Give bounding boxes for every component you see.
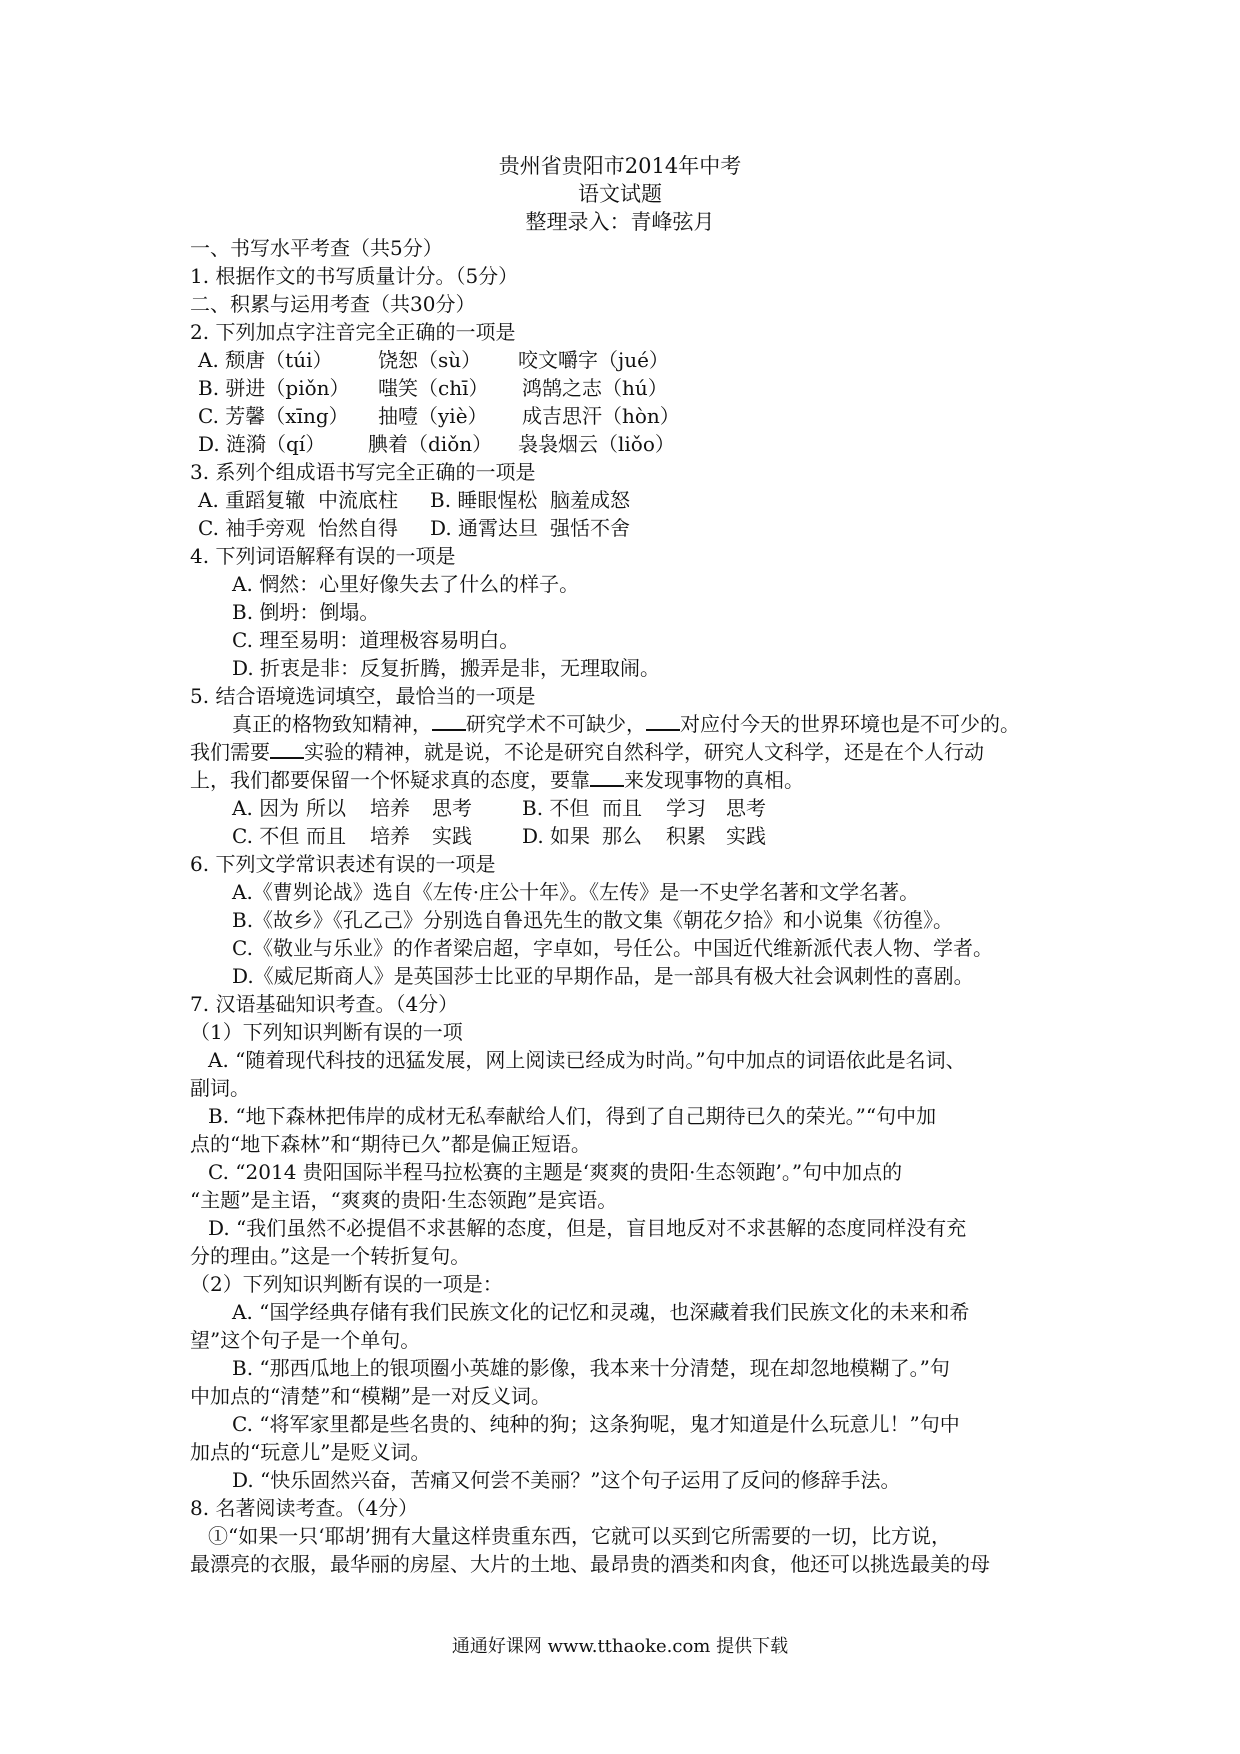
question-5-passage-line-3 <box>190 766 804 794</box>
option-text: 培养 <box>370 824 410 848</box>
question-2-option-b <box>198 374 668 402</box>
question-7-2-option-b: B. “那西瓜地上的银项圈小英雄的影像，我本来十分清楚，现在却忽地模糊了。”句 <box>232 1356 950 1380</box>
option-text: 积累 <box>666 824 706 848</box>
question-4-option-d: D. 折衷是非：反复折腾，搬弄是非，无理取闹。 <box>232 656 661 680</box>
option-text: 饶恕（sù） <box>378 348 482 372</box>
option-text: A. 因为 <box>232 796 300 820</box>
question-7-2-option-d: D. “快乐固然兴奋，苦痛又何尝不美丽？”这个句子运用了反问的修辞手法。 <box>232 1468 901 1492</box>
question-4-option-b: B. 倒坍：倒塌。 <box>232 600 380 624</box>
option-text: B. 睡眼惺松 <box>430 488 538 512</box>
option-text: 实践 <box>432 824 472 848</box>
question-2-option-d <box>198 430 675 458</box>
option-text: D. 如果 <box>522 824 591 848</box>
option-text: C. 袖手旁观 <box>198 516 306 540</box>
question-6: 6. 下列文学常识表述有误的一项是 <box>190 852 496 876</box>
option-text: C. 不但 <box>232 824 300 848</box>
option-text: 实践 <box>726 824 766 848</box>
fill-blank <box>590 767 624 787</box>
option-text: 怡然自得 <box>318 516 398 540</box>
option-text: 咬文嚼字（jué） <box>518 348 669 372</box>
option-text: 所以 <box>306 796 346 820</box>
option-text: 而且 <box>602 796 642 820</box>
option-text: 腆着（diǒn） <box>368 432 493 456</box>
question-7-2-option-c: C. “将军家里都是些名贵的、纯种的狗；这条狗呢，鬼才知道是什么玩意儿！”句中 <box>232 1412 960 1436</box>
passage-text: 实验的精神，就是说，不论是研究自然科学，研究人文科学，还是在个人行动 <box>304 740 984 764</box>
question-6-option-d: D.《威尼斯商人》是英国莎士比亚的早期作品，是一部具有极大社会讽刺性的喜剧。 <box>232 964 974 988</box>
option-text: D. 涟漪（qí） <box>198 432 326 456</box>
passage-text: 研究学术不可缺少， <box>466 712 646 736</box>
question-8: 8. 名著阅读考查。（4分） <box>190 1496 419 1520</box>
question-7-2-option-b-cont: 中加点的“清楚”和“模糊”是一对反义词。 <box>190 1384 551 1408</box>
question-5-options-cd <box>232 822 766 850</box>
question-7-1-option-c-cont: “主题”是主语，“爽爽的贵阳·生态领跑”是宾语。 <box>190 1188 618 1212</box>
question-8-passage-line-2: 最漂亮的衣服，最华丽的房屋、大片的土地、最昂贵的酒类和肉食，他还可以挑选最美的母 <box>190 1552 990 1576</box>
passage-text: 对应付今天的世界环境也是不可少的。 <box>680 712 1020 736</box>
question-2-option-c <box>198 402 680 430</box>
option-text: 思考 <box>726 796 766 820</box>
section-1-heading: 一、书写水平考查（共5分） <box>190 236 443 260</box>
option-text: A. 颓唐（túi） <box>198 348 333 372</box>
question-7-1-option-a-cont: 副词。 <box>190 1076 250 1100</box>
question-8-passage-line-1: ①“如果一只‘耶胡’拥有大量这样贵重东西，它就可以买到它所需要的一切，比方说， <box>208 1524 951 1548</box>
option-text: 脑羞成怒 <box>550 488 630 512</box>
question-7-part-2: （2）下列知识判断有误的一项是： <box>190 1272 503 1296</box>
question-7-1-option-c: C. “2014 贵阳国际半程马拉松赛的主题是‘爽爽的贵阳·生态领跑’。”句中加点的 <box>208 1160 903 1184</box>
option-text: 鸿鹄之志（hú） <box>522 376 668 400</box>
question-7-2-option-c-cont: 加点的“玩意儿”是贬义词。 <box>190 1440 431 1464</box>
fill-blank <box>646 711 680 731</box>
passage-text: 来发现事物的真相。 <box>624 768 804 792</box>
option-text: B. 骈进（piǒn） <box>198 376 350 400</box>
question-5-passage-line-1 <box>232 710 1020 738</box>
question-7: 7. 汉语基础知识考查。（4分） <box>190 992 459 1016</box>
option-text: 抽噎（yiè） <box>378 404 488 428</box>
question-4: 4. 下列词语解释有误的一项是 <box>190 544 456 568</box>
question-2-option-a <box>198 346 669 374</box>
question-7-1-option-d: D. “我们虽然不必提倡不求甚解的态度，但是，盲目地反对不求甚解的态度同样没有充 <box>208 1216 967 1240</box>
question-5: 5. 结合语境选词填空，最恰当的一项是 <box>190 684 536 708</box>
option-text: 成吉思汗（hòn） <box>522 404 680 428</box>
option-text: 而且 <box>306 824 346 848</box>
question-1: 1. 根据作文的书写质量计分。（5分） <box>190 264 519 288</box>
option-text: C. 芳馨（xīng） <box>198 404 349 428</box>
question-4-option-c: C. 理至易明：道理极容易明白。 <box>232 628 520 652</box>
option-text: A. 重蹈复辙 <box>198 488 306 512</box>
passage-text: 我们需要 <box>190 740 270 764</box>
option-text: 中流底柱 <box>318 488 398 512</box>
fill-blank <box>270 739 304 759</box>
question-3-options-cd <box>198 514 630 542</box>
doc-subtitle: 语文试题 <box>578 182 662 206</box>
option-text: 那么 <box>602 824 642 848</box>
option-text: 袅袅烟云（liǒo） <box>518 432 675 456</box>
question-5-passage-line-2 <box>190 738 984 766</box>
question-6-option-c: C.《敬业与乐业》的作者梁启超，字卓如，号任公。中国近代维新派代表人物、学者。 <box>232 936 993 960</box>
question-6-option-b: B.《故乡》《孔乙己》分别选自鲁迅先生的散文集《朝花夕拾》和小说集《彷徨》。 <box>232 908 954 932</box>
section-2-heading: 二、积累与运用考查（共30分） <box>190 292 476 316</box>
question-3: 3. 系列个组成语书写完全正确的一项是 <box>190 460 536 484</box>
option-text: 学习 <box>666 796 706 820</box>
question-6-option-a: A.《曹刿论战》选自《左传·庄公十年》。《左传》是一不史学名著和文学名著。 <box>232 880 920 904</box>
question-7-1-option-b: B. “地下森林把伟岸的成材无私奉献给人们，得到了自己期待已久的荣光。”“句中加 <box>208 1104 937 1128</box>
option-text: D. 通霄达旦 <box>430 516 539 540</box>
question-7-1-option-d-cont: 分的理由。”这是一个转折复句。 <box>190 1244 471 1268</box>
question-7-2-option-a-cont: 望”这个句子是一个单句。 <box>190 1328 421 1352</box>
question-7-part-1: （1）下列知识判断有误的一项 <box>190 1020 463 1044</box>
option-text: 思考 <box>432 796 472 820</box>
option-text: 嗤笑（chī） <box>378 376 489 400</box>
passage-text: 真正的格物致知精神， <box>232 712 432 736</box>
doc-credit: 整理录入：青峰弦月 <box>525 210 715 234</box>
question-2: 2. 下列加点字注音完全正确的一项是 <box>190 320 516 344</box>
option-text: 强恬不舍 <box>550 516 630 540</box>
question-3-options-ab <box>198 486 630 514</box>
passage-text: 上，我们都要保留一个怀疑求真的态度，要靠 <box>190 768 590 792</box>
option-text: 培养 <box>370 796 410 820</box>
question-4-option-a: A. 惘然：心里好像失去了什么的样子。 <box>232 572 580 596</box>
question-7-1-option-b-cont: 点的“地下森林”和“期待已久”都是偏正短语。 <box>190 1132 591 1156</box>
fill-blank <box>432 711 466 731</box>
doc-title: 贵州省贵阳市2014年中考 <box>498 154 742 178</box>
page-footer: 通通好课网 www.tthaoke.com 提供下载 <box>451 1636 789 1657</box>
question-5-options-ab <box>232 794 766 822</box>
question-7-1-option-a: A. “随着现代科技的迅猛发展，网上阅读已经成为时尚。”句中加点的词语依此是名词、 <box>208 1048 966 1072</box>
question-7-2-option-a: A. “国学经典存储有我们民族文化的记忆和灵魂，也深藏着我们民族文化的未来和希 <box>232 1300 970 1324</box>
option-text: B. 不但 <box>522 796 590 820</box>
